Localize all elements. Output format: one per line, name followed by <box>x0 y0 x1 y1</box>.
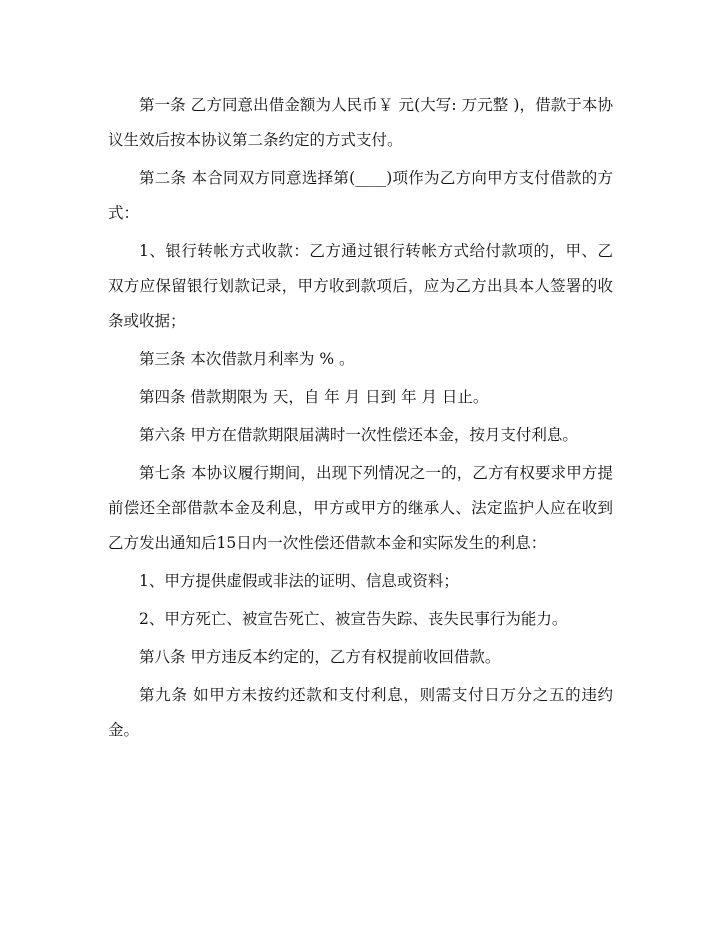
clause-9: 第九条 如甲方未按约还款和支付利息，则需支付日万分之五的违约金。 <box>108 686 613 739</box>
clause-7-item-1: 1、甲方提供虚假或非法的证明、信息或资料； <box>139 572 459 590</box>
clause-3: 第三条 本次借款月利率为 % 。 <box>139 350 355 368</box>
clause-1: 第一条 乙方同意出借金额为人民币￥ 元(大写: 万元整 )，借款于本协议生效后按本协议第二条约定的方式支付。 <box>108 96 613 149</box>
clause-2-option-1: 1、银行转帐方式收款：乙方通过银行转帐方式给付款项的，甲、乙双方应保留银行划款记录，甲方收到款项后，应为乙方出具本人签署的收条或收据； <box>108 242 613 330</box>
clause-7: 第七条 本协议履行期间，出现下列情况之一的，乙方有权要求甲方提前偿还全部借款本金及利息，甲方或甲方的继承人、法定监护人应在收到乙方发出通知后15日内一次性偿还借款本金和实际发生的利息： <box>108 464 613 552</box>
clause-2: 第二条 本合同双方同意选择第(____)项作为乙方向甲方支付借款的方式： <box>108 169 613 222</box>
clause-4: 第四条 借款期限为 天，自 年 月 日到 年 月 日止。 <box>139 388 489 406</box>
clause-6: 第六条 甲方在借款期限届满时一次性偿还本金，按月支付利息。 <box>139 426 578 444</box>
document-body <box>108 88 613 751</box>
clause-8: 第八条 甲方违反本约定的，乙方有权提前收回借款。 <box>139 648 501 666</box>
clause-7-item-2: 2、甲方死亡、被宣告死亡、被宣告失踪、丧失民事行为能力。 <box>139 610 568 628</box>
